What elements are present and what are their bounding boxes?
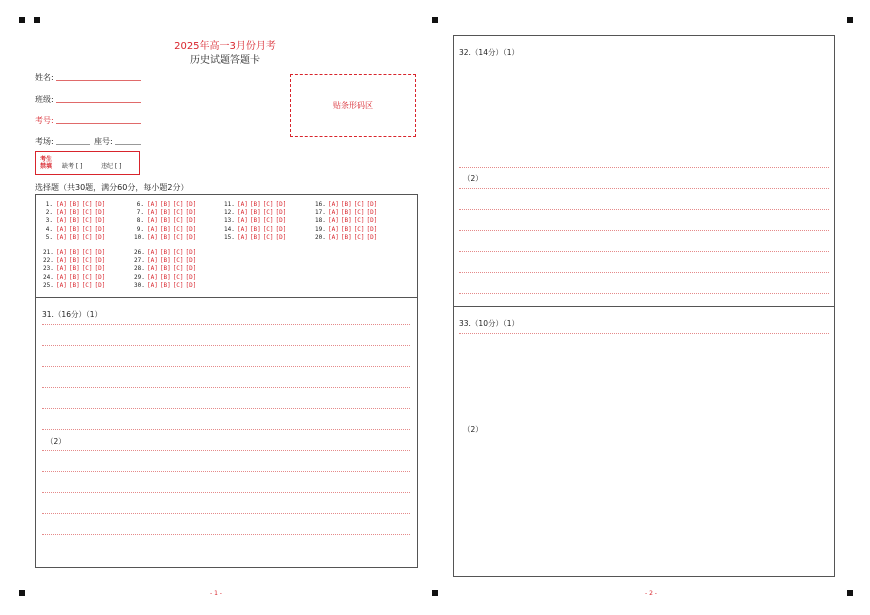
mc-question-row bbox=[315, 209, 379, 216]
q31-title: 31.（16分）（1） bbox=[42, 310, 102, 319]
mc-option-bubble[interactable]: [C] bbox=[81, 233, 93, 241]
mc-question-row bbox=[134, 274, 198, 281]
mc-option-bubble[interactable]: [D] bbox=[94, 281, 106, 289]
registration-mark bbox=[19, 590, 25, 596]
mc-question-row bbox=[315, 234, 379, 241]
notice-label-line2: 禁填 bbox=[40, 163, 53, 170]
mc-option-bubble[interactable]: [C] bbox=[172, 249, 184, 256]
absent-checkbox[interactable]: 缺考 [ ] bbox=[62, 163, 83, 170]
mc-option-bubble[interactable]: [D] bbox=[94, 217, 106, 225]
mc-option-bubble[interactable]: [D] bbox=[185, 257, 197, 265]
mc-option-bubble[interactable]: [D] bbox=[366, 225, 378, 233]
mc-option-bubble[interactable]: [D] bbox=[185, 281, 197, 289]
mc-option-bubble[interactable]: [C] bbox=[172, 265, 184, 273]
mc-question-number: 12. bbox=[224, 209, 235, 217]
mc-option-bubble[interactable]: [D] bbox=[185, 273, 197, 281]
mc-option-bubble[interactable]: [C] bbox=[172, 209, 184, 217]
mc-option-bubble[interactable]: [D] bbox=[94, 225, 106, 233]
mc-option-bubble[interactable]: [D] bbox=[185, 265, 197, 273]
q31-part2-label: （2） bbox=[46, 437, 66, 446]
mc-question-row bbox=[134, 282, 198, 289]
mc-option-bubble[interactable]: [A] bbox=[328, 225, 339, 233]
answer-line[interactable] bbox=[459, 230, 829, 231]
notice-label-line1: 考生 bbox=[40, 156, 53, 163]
mc-option-bubble[interactable]: [A] bbox=[147, 257, 158, 265]
exam-number-field[interactable] bbox=[56, 123, 141, 124]
mc-option-bubble[interactable]: [B] bbox=[68, 225, 80, 233]
mc-option-bubble[interactable]: [B] bbox=[340, 217, 352, 225]
card-title: 历史试题答题卡 bbox=[190, 55, 260, 66]
q32-part2-label: （2） bbox=[463, 174, 483, 183]
mc-question-number: 29. bbox=[134, 273, 145, 281]
mc-option-bubble[interactable]: [C] bbox=[81, 257, 93, 265]
mc-option-bubble[interactable]: [B] bbox=[68, 209, 80, 217]
mc-question-number: 16. bbox=[315, 201, 326, 208]
mc-question-number: 21. bbox=[43, 249, 54, 256]
answer-line[interactable] bbox=[459, 167, 829, 168]
mc-option-bubble[interactable]: [D] bbox=[275, 217, 287, 225]
mc-question-row bbox=[43, 257, 107, 264]
mc-question-number: 18. bbox=[315, 217, 326, 225]
mc-question-row bbox=[43, 201, 107, 208]
q33-answer-box bbox=[453, 306, 835, 577]
notice-box bbox=[35, 151, 140, 175]
registration-mark bbox=[847, 590, 853, 596]
mc-question-number: 7. bbox=[136, 209, 144, 217]
mc-question-row bbox=[134, 209, 198, 216]
mc-option-bubble[interactable]: [C] bbox=[81, 209, 93, 217]
mc-option-bubble[interactable]: [B] bbox=[68, 265, 80, 273]
mc-question-row bbox=[43, 209, 107, 216]
q33-part2-label: （2） bbox=[463, 425, 483, 434]
mc-option-bubble[interactable]: [A] bbox=[56, 265, 67, 273]
mc-question-number: 24. bbox=[43, 273, 54, 281]
answer-line[interactable] bbox=[42, 450, 410, 451]
mc-question-row bbox=[224, 226, 288, 233]
answer-line[interactable] bbox=[459, 209, 829, 210]
mc-option-bubble[interactable]: [C] bbox=[262, 201, 274, 208]
mc-option-bubble[interactable]: [C] bbox=[172, 257, 184, 265]
name-field[interactable] bbox=[56, 80, 141, 81]
answer-line[interactable] bbox=[459, 293, 829, 294]
mc-option-bubble[interactable]: [B] bbox=[249, 225, 261, 233]
mc-option-bubble[interactable]: [A] bbox=[237, 201, 248, 208]
room-field[interactable] bbox=[56, 144, 90, 145]
mc-option-bubble[interactable]: [D] bbox=[94, 265, 106, 273]
mc-option-bubble[interactable]: [A] bbox=[147, 281, 158, 289]
mc-question-row bbox=[134, 265, 198, 272]
mc-question-number: 2. bbox=[45, 209, 53, 217]
mc-option-bubble[interactable]: [B] bbox=[159, 201, 171, 208]
mc-option-bubble[interactable]: [B] bbox=[159, 257, 171, 265]
mc-question-number: 3. bbox=[45, 217, 53, 225]
mc-question-row bbox=[315, 201, 379, 208]
registration-mark bbox=[34, 17, 40, 23]
mc-option-bubble[interactable]: [C] bbox=[81, 249, 93, 256]
mc-question-number: 4. bbox=[45, 225, 53, 233]
room-label: 考场: bbox=[35, 137, 54, 146]
mc-option-bubble[interactable]: [B] bbox=[340, 233, 352, 241]
answer-line[interactable] bbox=[459, 188, 829, 189]
mc-question-number: 26. bbox=[134, 249, 145, 256]
mc-option-bubble[interactable]: [C] bbox=[262, 217, 274, 225]
mc-option-bubble[interactable]: [D] bbox=[275, 233, 287, 241]
mc-question-number: 27. bbox=[134, 257, 145, 265]
mc-option-bubble[interactable]: [D] bbox=[366, 201, 378, 208]
mc-option-bubble[interactable]: [C] bbox=[172, 217, 184, 225]
mc-question-number: 17. bbox=[315, 209, 326, 217]
page-number: - 2 - bbox=[645, 590, 657, 597]
q33-title: 33.（10分）（1） bbox=[459, 319, 519, 328]
mc-option-bubble[interactable]: [D] bbox=[94, 273, 106, 281]
registration-mark bbox=[432, 17, 438, 23]
mc-option-bubble[interactable]: [C] bbox=[353, 233, 365, 241]
mc-question-row bbox=[43, 265, 107, 272]
mc-question-number: 1. bbox=[45, 201, 53, 208]
notice-label bbox=[40, 156, 52, 170]
barcode-label: 贴条形码区 bbox=[333, 101, 373, 110]
mc-question-row bbox=[224, 209, 288, 216]
mc-answer-box bbox=[35, 194, 418, 298]
mc-question-number: 19. bbox=[315, 225, 326, 233]
mc-option-bubble[interactable]: [A] bbox=[56, 257, 67, 265]
mc-caption: 选择题（共30题，满分60分，每小题2分） bbox=[35, 183, 189, 192]
mc-option-bubble[interactable]: [B] bbox=[159, 225, 171, 233]
mc-option-bubble[interactable]: [A] bbox=[56, 225, 67, 233]
barcode-area bbox=[290, 74, 416, 137]
mc-option-bubble[interactable]: [A] bbox=[328, 233, 339, 241]
mc-option-bubble[interactable]: [C] bbox=[81, 281, 93, 289]
answer-line[interactable] bbox=[42, 471, 410, 472]
mc-option-bubble[interactable]: [A] bbox=[237, 209, 248, 217]
mc-question-number: 30. bbox=[134, 281, 145, 289]
mc-question-row bbox=[134, 201, 198, 208]
mc-option-bubble[interactable]: [C] bbox=[172, 201, 184, 208]
mc-option-bubble[interactable]: [B] bbox=[68, 281, 80, 289]
mc-question-row bbox=[134, 217, 198, 224]
mc-option-bubble[interactable]: [A] bbox=[237, 217, 248, 225]
mc-question-number: 14. bbox=[224, 225, 235, 233]
mc-question-row bbox=[134, 249, 198, 256]
q31-answer-box bbox=[35, 297, 418, 568]
mc-option-bubble[interactable]: [C] bbox=[172, 225, 184, 233]
exam-number-label: 考号: bbox=[35, 116, 54, 125]
answer-line[interactable] bbox=[42, 534, 410, 535]
mc-question-row bbox=[43, 282, 107, 289]
mc-option-bubble[interactable]: [B] bbox=[68, 273, 80, 281]
mc-option-bubble[interactable]: [C] bbox=[262, 209, 274, 217]
mc-question-number: 11. bbox=[224, 201, 235, 208]
mc-option-bubble[interactable]: [B] bbox=[249, 233, 261, 241]
class-label: 班级: bbox=[35, 95, 54, 104]
mc-option-bubble[interactable]: [B] bbox=[249, 209, 261, 217]
mc-option-bubble[interactable]: [A] bbox=[147, 265, 158, 273]
mc-option-bubble[interactable]: [D] bbox=[275, 209, 287, 217]
mc-option-bubble[interactable]: [D] bbox=[185, 233, 197, 241]
mc-option-bubble[interactable]: [A] bbox=[56, 217, 67, 225]
mc-question-row bbox=[315, 226, 379, 233]
page-number: - 1 - bbox=[210, 590, 222, 597]
mc-option-bubble[interactable]: [C] bbox=[262, 225, 274, 233]
mc-option-bubble[interactable]: [A] bbox=[237, 233, 248, 241]
mc-question-row bbox=[224, 217, 288, 224]
mc-option-bubble[interactable]: [C] bbox=[172, 281, 184, 289]
mc-question-number: 5. bbox=[45, 233, 53, 241]
mc-question-row bbox=[134, 226, 198, 233]
answer-line[interactable] bbox=[42, 345, 410, 346]
mc-option-bubble[interactable]: [B] bbox=[340, 209, 352, 217]
mc-option-bubble[interactable]: [C] bbox=[353, 209, 365, 217]
mc-question-row bbox=[224, 201, 288, 208]
mc-option-bubble[interactable]: [C] bbox=[81, 273, 93, 281]
registration-mark bbox=[19, 17, 25, 23]
answer-line[interactable] bbox=[42, 513, 410, 514]
registration-mark bbox=[432, 590, 438, 596]
mc-option-bubble[interactable]: [B] bbox=[68, 249, 80, 256]
name-label: 姓名: bbox=[35, 73, 54, 82]
q32-title: 32.（14分）（1） bbox=[459, 48, 519, 57]
mc-option-bubble[interactable]: [A] bbox=[56, 273, 67, 281]
mc-question-number: 9. bbox=[136, 225, 144, 233]
mc-option-bubble[interactable]: [C] bbox=[353, 201, 365, 208]
mc-option-bubble[interactable]: [D] bbox=[185, 201, 197, 208]
mc-option-bubble[interactable]: [D] bbox=[185, 225, 197, 233]
q32-answer-box bbox=[453, 35, 835, 307]
mc-option-bubble[interactable]: [B] bbox=[159, 233, 171, 241]
mc-option-bubble[interactable]: [C] bbox=[81, 217, 93, 225]
mc-option-bubble[interactable]: [A] bbox=[328, 217, 339, 225]
mc-question-row bbox=[134, 257, 198, 264]
mc-option-bubble[interactable]: [B] bbox=[340, 225, 352, 233]
answer-line[interactable] bbox=[459, 333, 829, 334]
mc-question-number: 23. bbox=[43, 265, 54, 273]
mc-option-bubble[interactable]: [C] bbox=[81, 225, 93, 233]
seat-label: 座号: bbox=[94, 137, 113, 146]
mc-option-bubble[interactable]: [A] bbox=[147, 217, 158, 225]
mc-question-number: 10. bbox=[134, 233, 145, 241]
mc-question-number: 22. bbox=[43, 257, 54, 265]
mc-question-row bbox=[43, 234, 107, 241]
mc-question-number: 8. bbox=[136, 217, 144, 225]
exam-title: 2025年高一3月份月考 bbox=[174, 41, 276, 52]
mc-option-bubble[interactable]: [A] bbox=[56, 201, 67, 208]
mc-option-bubble[interactable]: [D] bbox=[94, 201, 106, 208]
mc-option-bubble[interactable]: [A] bbox=[328, 209, 339, 217]
mc-option-bubble[interactable]: [A] bbox=[147, 233, 158, 241]
mc-option-bubble[interactable]: [D] bbox=[94, 209, 106, 217]
answer-line[interactable] bbox=[42, 387, 410, 388]
mc-option-bubble[interactable]: [A] bbox=[147, 249, 158, 256]
mc-option-bubble[interactable]: [A] bbox=[147, 225, 158, 233]
mc-option-bubble[interactable]: [B] bbox=[68, 233, 80, 241]
registration-mark bbox=[847, 17, 853, 23]
mc-option-bubble[interactable]: [A] bbox=[56, 249, 67, 256]
mc-option-bubble[interactable]: [D] bbox=[94, 249, 106, 256]
mc-question-row bbox=[315, 217, 379, 224]
mc-option-bubble[interactable]: [B] bbox=[159, 217, 171, 225]
mc-option-bubble[interactable]: [B] bbox=[68, 257, 80, 265]
answer-line[interactable] bbox=[459, 272, 829, 273]
mc-option-bubble[interactable]: [C] bbox=[172, 233, 184, 241]
mc-question-row bbox=[43, 274, 107, 281]
mc-question-row bbox=[134, 234, 198, 241]
mc-question-row bbox=[224, 234, 288, 241]
answer-line[interactable] bbox=[42, 408, 410, 409]
mc-option-bubble[interactable]: [C] bbox=[262, 233, 274, 241]
mc-option-bubble[interactable]: [A] bbox=[237, 225, 248, 233]
answer-line[interactable] bbox=[42, 492, 410, 493]
mc-option-bubble[interactable]: [B] bbox=[159, 281, 171, 289]
mc-option-bubble[interactable]: [C] bbox=[353, 217, 365, 225]
class-field[interactable] bbox=[56, 102, 141, 103]
mc-option-bubble[interactable]: [D] bbox=[185, 209, 197, 217]
mc-option-bubble[interactable]: [A] bbox=[147, 273, 158, 281]
mc-option-bubble[interactable]: [D] bbox=[275, 225, 287, 233]
mc-question-row bbox=[43, 217, 107, 224]
mc-option-bubble[interactable]: [A] bbox=[56, 233, 67, 241]
mc-option-bubble[interactable]: [B] bbox=[159, 273, 171, 281]
mc-option-bubble[interactable]: [B] bbox=[159, 265, 171, 273]
seat-field[interactable] bbox=[115, 144, 141, 145]
mc-option-bubble[interactable]: [D] bbox=[366, 233, 378, 241]
mc-option-bubble[interactable]: [B] bbox=[249, 201, 261, 208]
mc-option-bubble[interactable]: [B] bbox=[68, 217, 80, 225]
mc-option-bubble[interactable]: [D] bbox=[94, 257, 106, 265]
mc-question-number: 25. bbox=[43, 281, 54, 289]
answer-line[interactable] bbox=[42, 324, 410, 325]
mc-option-bubble[interactable]: [A] bbox=[56, 281, 67, 289]
mc-option-bubble[interactable]: [D] bbox=[366, 209, 378, 217]
mc-question-number: 20. bbox=[315, 233, 326, 241]
mc-option-bubble[interactable]: [D] bbox=[366, 217, 378, 225]
mc-option-bubble[interactable]: [C] bbox=[172, 273, 184, 281]
mc-question-number: 6. bbox=[136, 201, 144, 208]
mc-option-bubble[interactable]: [A] bbox=[328, 201, 339, 208]
mc-option-bubble[interactable]: [B] bbox=[249, 217, 261, 225]
mc-question-row bbox=[43, 249, 107, 256]
mc-option-bubble[interactable]: [D] bbox=[185, 217, 197, 225]
mc-question-number: 13. bbox=[224, 217, 235, 225]
mc-option-bubble[interactable]: [C] bbox=[81, 265, 93, 273]
mc-option-bubble[interactable]: [A] bbox=[56, 209, 67, 217]
violation-checkbox[interactable]: 违纪 [ ] bbox=[101, 163, 122, 170]
mc-option-bubble[interactable]: [D] bbox=[275, 201, 287, 208]
mc-option-bubble[interactable]: [B] bbox=[159, 249, 171, 256]
mc-option-bubble[interactable]: [B] bbox=[159, 209, 171, 217]
mc-question-number: 28. bbox=[134, 265, 145, 273]
mc-option-bubble[interactable]: [B] bbox=[68, 201, 80, 208]
mc-option-bubble[interactable]: [C] bbox=[81, 201, 93, 208]
answer-line[interactable] bbox=[42, 429, 410, 430]
mc-question-number: 15. bbox=[224, 233, 235, 241]
mc-question-row bbox=[43, 226, 107, 233]
mc-option-bubble[interactable]: [D] bbox=[185, 249, 197, 256]
answer-line[interactable] bbox=[42, 366, 410, 367]
mc-option-bubble[interactable]: [C] bbox=[353, 225, 365, 233]
mc-option-bubble[interactable]: [B] bbox=[340, 201, 352, 208]
mc-option-bubble[interactable]: [A] bbox=[147, 201, 158, 208]
mc-option-bubble[interactable]: [A] bbox=[147, 209, 158, 217]
answer-line[interactable] bbox=[459, 251, 829, 252]
mc-option-bubble[interactable]: [D] bbox=[94, 233, 106, 241]
